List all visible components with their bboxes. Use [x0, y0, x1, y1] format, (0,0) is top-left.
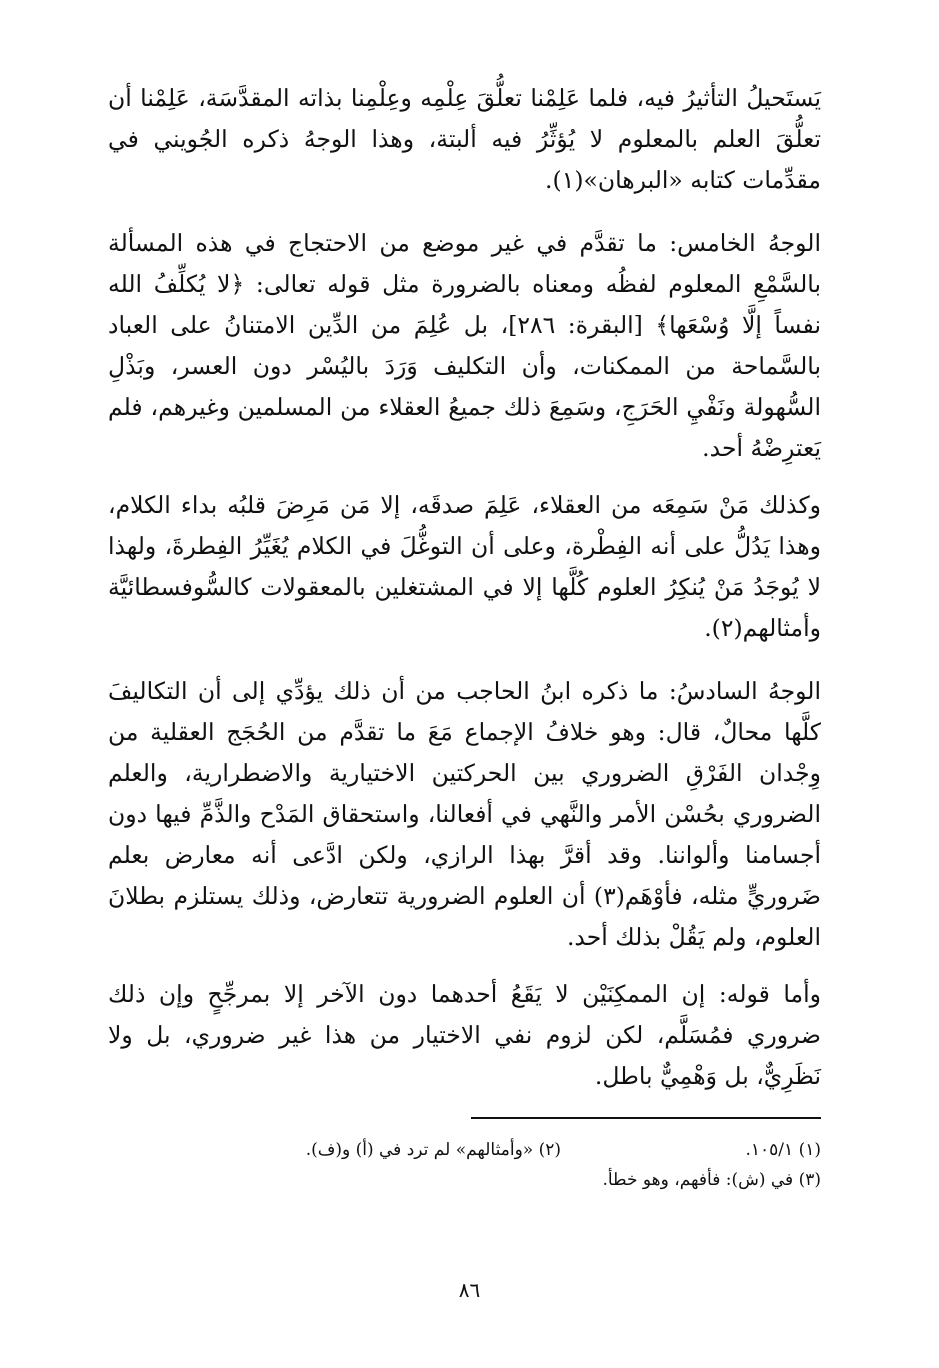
footnote-separator	[471, 1117, 821, 1119]
paragraph-5: وأما قوله: إن الممكِنَيْن لا يَقَعُ أحدهما دون الآخر إلا بمرجِّحٍ وإن ذلك ضروري فمُسَلَّم، لكن لزوم نفي الاختيار من هذا غير ضروري، بل ولا نَظَرِيٌّ، بل وَهْمِيٌّ باطل.	[108, 980, 821, 1090]
paragraph-2: الوجهُ الخامس: ما تقدَّم في غير موضع من الاحتجاج في هذه المسألة بالسَّمْعِ المعلوم لفظُه ومعناه بالضرورة مثل قوله تعالى: ﴿لا يُكلِّفُ الله نفساً إلَّا وُسْعَها﴾ [البقرة: ٢٨٦]، بل عُلِمَ من الدِّين الامتنانُ على العباد بالسَّماحة من الممكنات، وأن التكليف وَرَدَ باليُسْر دون العسر، وبَذْلِ السُّهولة ونَفْيِ الحَرَجِ، وسَمِعَ ذلك جميعُ العقلاء من المسلمين وغيرهم، فلم يَعترِضْهُ أحد.	[108, 229, 821, 462]
paragraph-1: يَستَحيلُ التأثيرُ فيه، فلما عَلِمْنا تعلُّقَ عِلْمِه وعِلْمِنا بذاته المقدَّسَة، عَلِمْنا أن تعلُّقَ العلم بالمعلوم لا يُؤثِّرُ فيه ألبتة، وهذا الوجهُ ذكره الجُويني في مقدِّمات كتابه «البرهان»(١).	[108, 84, 821, 194]
paragraph-3: وكذلك مَنْ سَمِعَه من العقلاء، عَلِمَ صدقَه، إلا مَن مَرِضَ قلبُه بداء الكلام، وهذا يَدُلُّ على أنه الفِطْرة، وعلى أن التوغُّلَ في الكلام يُغَيِّرُ الفِطرةَ، ولهذا لا يُوجَدُ مَنْ يُنكِرُ العلوم كُلَّها إلا في المشتغلين بالمعقولات كالسُّوفسطائيَّة وأمثالهم(٢).	[108, 491, 821, 642]
footnote-2: (٢) «وأمثالهم» لم ترد في (أ) و(ف).	[305, 1140, 561, 1160]
footnote-3: (٣) في (ش): فأفهم، وهو خطأ.	[602, 1170, 821, 1190]
footnote-row-2	[108, 1165, 821, 1195]
page-number: ٨٦	[458, 1278, 481, 1302]
footnote-1: (١) ١٠٥/١.	[745, 1140, 821, 1160]
footnote-row-1	[108, 1135, 821, 1165]
paragraph-4: الوجهُ السادسُ: ما ذكره ابنُ الحاجب من أن ذلك يؤدِّي إلى أن التكاليفَ كلَّها محالٌ، قال: وهو خلافُ الإجماع مَعَ ما تقدَّم من الحُجَج العقلية من وِجْدان الفَرْقِ الضروري بين الحركتين الاختيارية والاضطرارية، والعلم الضروري بحُسْن الأمر والنَّهي في أفعالنا، واستحقاق المَدْح والذَّمِّ فيها دون أجسامنا وألواننا. وقد أقرَّ بهذا الرازي، ولكن ادَّعى أنه معارض بعلم ضَروريٍّ مثله، فأوْهَم(٣) أن العلوم الضرورية تتعارض، وذلك يستلزم بطلانَ العلوم، ولم يَقُلْ بذلك أحد.	[108, 677, 821, 951]
